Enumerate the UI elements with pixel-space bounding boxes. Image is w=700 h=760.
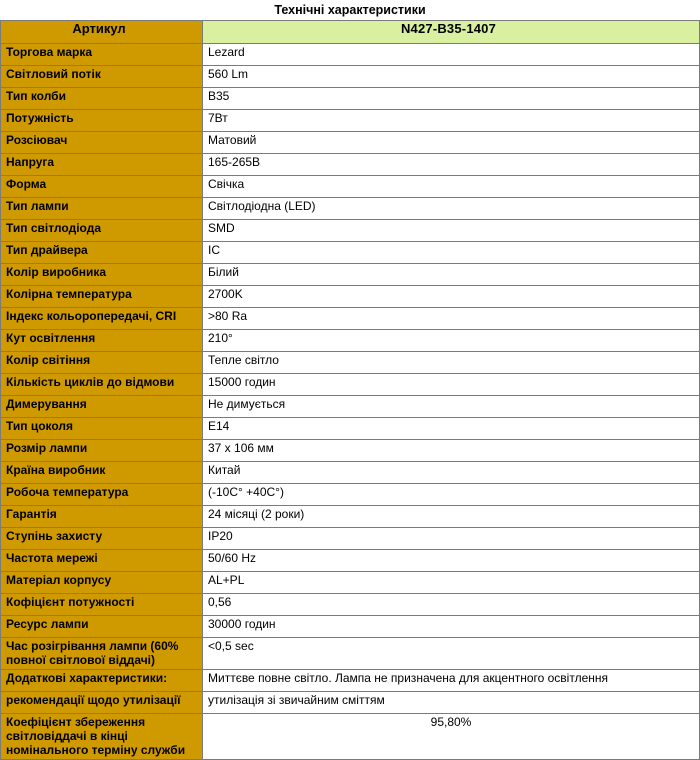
row-label: Гарантія (1, 506, 203, 528)
table-row (1, 396, 700, 418)
row-label: Додаткові характеристики: (1, 670, 203, 692)
row-label: Коефіцієнт збереження світловіддачі в кінці номінального терміну служби (1, 714, 203, 760)
row-label: Тип цоколя (1, 418, 203, 440)
table-row (1, 418, 700, 440)
row-value: (-10C° +40C°) (203, 484, 700, 506)
row-value: 37 x 106 мм (203, 440, 700, 462)
row-label: Колір світіння (1, 352, 203, 374)
row-value: >80 Ra (203, 308, 700, 330)
row-label: Форма (1, 176, 203, 198)
table-row (1, 198, 700, 220)
table-row (1, 88, 700, 110)
row-label: Розмір лампи (1, 440, 203, 462)
row-value: <0,5 sec (203, 638, 700, 670)
table-row (1, 374, 700, 396)
table-row (1, 220, 700, 242)
row-label: Частота мережі (1, 550, 203, 572)
row-value: IC (203, 242, 700, 264)
table-row (1, 44, 700, 66)
table-row (1, 286, 700, 308)
row-label: Тип світлодіода (1, 220, 203, 242)
row-label: Розсіювач (1, 132, 203, 154)
specifications-table (0, 20, 700, 760)
row-label: Робоча температура (1, 484, 203, 506)
row-value: Тепле світло (203, 352, 700, 374)
row-value: SMD (203, 220, 700, 242)
row-value: Китай (203, 462, 700, 484)
table-row (1, 132, 700, 154)
row-label: рекомендації щодо утилізації (1, 692, 203, 714)
table-row (1, 528, 700, 550)
row-value: утилізація зі звичайним сміттям (203, 692, 700, 714)
row-label: Ресурс лампи (1, 616, 203, 638)
row-value: 0,56 (203, 594, 700, 616)
table-row (1, 352, 700, 374)
table-body (1, 21, 700, 760)
row-label: Колірна температура (1, 286, 203, 308)
row-value: 165-265В (203, 154, 700, 176)
row-value: 24 місяці (2 роки) (203, 506, 700, 528)
row-label: Тип лампи (1, 198, 203, 220)
row-value: 7Вт (203, 110, 700, 132)
table-row (1, 692, 700, 714)
row-label: Кут освітлення (1, 330, 203, 352)
row-label: Країна виробник (1, 462, 203, 484)
row-label: Індекс кольоропередачі, CRI (1, 308, 203, 330)
table-row (1, 572, 700, 594)
row-label: Тип драйвера (1, 242, 203, 264)
row-value: E14 (203, 418, 700, 440)
row-value: Матовий (203, 132, 700, 154)
row-value: 15000 годин (203, 374, 700, 396)
row-label: Світловий потік (1, 66, 203, 88)
table-row (1, 176, 700, 198)
row-label: Напруга (1, 154, 203, 176)
page-title: Технічні характеристики (0, 0, 700, 20)
row-value: IP20 (203, 528, 700, 550)
row-value: Lezard (203, 44, 700, 66)
table-row (1, 154, 700, 176)
row-value: 2700K (203, 286, 700, 308)
row-label: Торгова марка (1, 44, 203, 66)
row-value: AL+PL (203, 572, 700, 594)
row-label: Час розігрівання лампи (60% повної світлової віддачі) (1, 638, 203, 670)
row-label: Кількість циклів до відмови (1, 374, 203, 396)
row-label: Потужність (1, 110, 203, 132)
row-value: Свічка (203, 176, 700, 198)
table-header-row (1, 21, 700, 44)
row-value: B35 (203, 88, 700, 110)
row-label: Ступінь захисту (1, 528, 203, 550)
row-value: 50/60 Hz (203, 550, 700, 572)
header-label-cell: Артикул (1, 21, 203, 44)
table-row (1, 66, 700, 88)
table-row (1, 594, 700, 616)
row-value: 30000 годин (203, 616, 700, 638)
table-row (1, 638, 700, 670)
row-label: Тип колби (1, 88, 203, 110)
table-row (1, 264, 700, 286)
row-value: Білий (203, 264, 700, 286)
header-value-cell: N427-B35-1407 (203, 21, 700, 44)
table-row (1, 550, 700, 572)
row-value: Не димується (203, 396, 700, 418)
table-row (1, 242, 700, 264)
table-row (1, 308, 700, 330)
row-label: Димерування (1, 396, 203, 418)
table-row (1, 110, 700, 132)
table-row (1, 330, 700, 352)
row-value: 560 Lm (203, 66, 700, 88)
row-value: 210° (203, 330, 700, 352)
row-label: Матеріал корпусу (1, 572, 203, 594)
table-row (1, 462, 700, 484)
table-row (1, 670, 700, 692)
table-row (1, 440, 700, 462)
row-value: Миттєве повне світло. Лампа не призначена для акцентного освітлення (203, 670, 700, 692)
table-row (1, 714, 700, 760)
row-value: Світлодіодна (LED) (203, 198, 700, 220)
row-label: Колір виробника (1, 264, 203, 286)
row-label: Кофіцієнт потужності (1, 594, 203, 616)
table-row (1, 616, 700, 638)
row-value: 95,80% (203, 714, 700, 760)
table-row (1, 506, 700, 528)
table-row (1, 484, 700, 506)
